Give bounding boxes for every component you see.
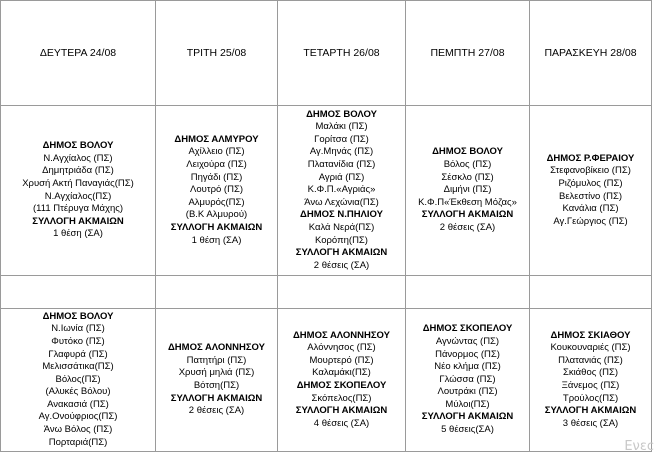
cell-line: 1 θέση (ΣΑ) <box>191 234 242 246</box>
header-row <box>1 1 652 106</box>
cell-line: Δημητριάδα (ΠΣ) <box>42 165 114 177</box>
schedule-cell-wednesday-1 <box>278 106 406 276</box>
cell-heading: ΣΥΛΛΟΓΗ ΑΚΜΑΙΩΝ <box>295 247 388 259</box>
schedule-cell-monday-1 <box>1 106 156 276</box>
cell-line: Κ.Φ.Π«Έκθεση Μόζας» <box>418 196 517 208</box>
cell-heading: ΔΗΜΟΣ ΒΟΛΟΥ <box>42 140 114 152</box>
cell-line: 2 θέσεις (ΣΑ) <box>188 405 245 417</box>
schedule-cell-tuesday-2 <box>156 309 278 452</box>
cell-line: Βόλος (ΠΣ) <box>443 159 492 171</box>
cell-heading: ΔΗΜΟΣ ΑΛΟΝΝΗΣΟΥ <box>167 342 266 354</box>
cell-line: Γορίτσα (ΠΣ) <box>314 133 369 145</box>
cell-heading: ΔΗΜΟΣ ΒΟΛΟΥ <box>432 146 503 158</box>
cell-line: (Αλυκές Βόλου) <box>45 386 111 398</box>
spacer-cell <box>530 276 652 309</box>
cell-line: Κ.Φ.Π.«Αγριάς» <box>307 184 376 196</box>
schedule-cell-thursday-2 <box>406 309 530 452</box>
cell-heading: ΣΥΛΛΟΓΗ ΑΚΜΑΙΩΝ <box>421 209 514 221</box>
spacer-cell <box>406 276 530 309</box>
cell-line: Καλά Νερά(ΠΣ) <box>308 221 375 233</box>
cell-line: Πορταριά(ΠΣ) <box>48 436 108 448</box>
cell-line: Ν.Ιωνία (ΠΣ) <box>51 323 105 335</box>
cell-line: Διμήνι (ΠΣ) <box>443 184 492 196</box>
schedule-cell-thursday-1 <box>406 106 530 276</box>
cell-line: Πηγάδι (ΠΣ) <box>190 171 243 183</box>
cell-line: Κουκουναριές (ΠΣ) <box>550 342 631 354</box>
cell-line: Μαλάκι (ΠΣ) <box>315 121 368 133</box>
day-header-wednesday: ΤΕΤΑΡΤΗ 26/08 <box>278 1 406 106</box>
cell-heading: ΔΗΜΟΣ ΒΟΛΟΥ <box>42 310 114 322</box>
day-header-thursday: ΠΕΜΠΤΗ 27/08 <box>406 1 530 106</box>
cell-line: 3 θέσεις (ΣΑ) <box>562 417 619 429</box>
cell-line: Ν.Αγχίαλος(ΠΣ) <box>44 190 112 202</box>
cell-heading: ΔΗΜΟΣ ΒΟΛΟΥ <box>306 108 377 120</box>
cell-heading: ΣΥΛΛΟΓΗ ΑΚΜΑΙΩΝ <box>295 405 388 417</box>
cell-line: Ανακασιά (ΠΣ) <box>47 398 109 410</box>
spacer-cell <box>156 276 278 309</box>
cell-line: Σκόπελος(ΠΣ) <box>311 392 372 404</box>
cell-heading: ΣΥΛΛΟΓΗ ΑΚΜΑΙΩΝ <box>170 392 263 404</box>
cell-heading: ΔΗΜΟΣ ΑΛΜΥΡΟΥ <box>174 133 259 145</box>
spacer-cell <box>278 276 406 309</box>
schedule-cell-wednesday-2 <box>278 309 406 452</box>
cell-line: Ν.Αγχίαλος (ΠΣ) <box>43 152 113 164</box>
cell-line: Κανάλια (ΠΣ) <box>562 203 619 215</box>
cell-line: Μουρτερό (ΠΣ) <box>309 354 374 366</box>
cell-line: Χρυσή μηλιά (ΠΣ) <box>178 367 255 379</box>
cell-line: Σέσκλο (ΠΣ) <box>441 171 494 183</box>
cell-line: Λουτρό (ΠΣ) <box>190 184 243 196</box>
cell-line: Άνω Βόλος (ΠΣ) <box>43 424 113 436</box>
cell-line: Τρούλος(ΠΣ) <box>562 392 619 404</box>
cell-line: Γλώσσα (ΠΣ) <box>439 373 496 385</box>
cell-line: Αγ.Μηνάς (ΠΣ) <box>309 146 374 158</box>
day-header-tuesday: ΤΡΙΤΗ 25/08 <box>156 1 278 106</box>
cell-heading: ΣΥΛΛΟΓΗ ΑΚΜΑΙΩΝ <box>32 215 124 227</box>
cell-line: Πλατανιάς (ΠΣ) <box>558 354 623 366</box>
cell-line: Μελισσάτικα(ΠΣ) <box>42 361 114 373</box>
week-row-2 <box>1 309 652 452</box>
watermark: Ενεc <box>624 439 654 454</box>
cell-heading: ΔΗΜΟΣ ΣΚΟΠΕΛΟΥ <box>296 380 387 391</box>
cell-line: 5 θέσεις(ΣΑ) <box>441 424 494 436</box>
cell-line: Ξάνεμος (ΠΣ) <box>561 380 620 391</box>
cell-line: Αλόννησος (ΠΣ) <box>307 342 376 354</box>
cell-line: Στεφανοβίκειο (ΠΣ) <box>550 165 631 177</box>
spacer-cell <box>1 276 156 309</box>
cell-line: Αχίλλειο (ΠΣ) <box>188 146 245 158</box>
cell-line: Μύλοι(ΠΣ) <box>445 398 490 410</box>
cell-heading: ΔΗΜΟΣ ΣΚΙΑΘΟΥ <box>550 329 631 341</box>
cell-line: Βόλος(ΠΣ) <box>55 373 101 385</box>
cell-line: 1 θέση (ΣΑ) <box>53 228 103 240</box>
cell-line: Αλμυρός(ΠΣ) <box>188 196 245 208</box>
cell-line: 2 θέσεις (ΣΑ) <box>439 221 496 233</box>
cell-heading: ΣΥΛΛΟΓΗ ΑΚΜΑΙΩΝ <box>544 405 637 417</box>
cell-heading: ΣΥΛΛΟΓΗ ΑΚΜΑΙΩΝ <box>170 221 263 233</box>
cell-line: Ριζόμυλος (ΠΣ) <box>558 177 623 189</box>
schedule-cell-friday-2 <box>530 309 652 452</box>
day-header-friday: ΠΑΡΑΣΚΕΥΗ 28/08 <box>530 1 652 106</box>
cell-line: Σκιάθος (ΠΣ) <box>562 367 619 379</box>
day-header-monday: ΔΕΥΤΕΡΑ 24/08 <box>1 1 156 106</box>
cell-heading: ΔΗΜΟΣ Ρ.ΦΕΡΑΙΟΥ <box>546 152 635 164</box>
schedule-cell-tuesday-1 <box>156 106 278 276</box>
cell-line: Νέο κλήμα (ΠΣ) <box>434 361 501 373</box>
cell-line: Αγνώντας (ΠΣ) <box>435 335 500 347</box>
cell-line: Βότση(ΠΣ) <box>193 380 240 391</box>
cell-line: Λουτράκι (ΠΣ) <box>437 386 498 398</box>
cell-line: Αγριά (ΠΣ) <box>318 171 365 183</box>
cell-heading: ΔΗΜΟΣ ΑΛΟΝΝΗΣΟΥ <box>292 329 391 341</box>
cell-line: Αγ.Ονούφριος(ΠΣ) <box>38 411 118 423</box>
cell-line: (Β.Κ Αλμυρού) <box>185 209 248 221</box>
cell-line: Κορόπη(ΠΣ) <box>315 234 368 246</box>
schedule-cell-friday-1 <box>530 106 652 276</box>
cell-line: Άνω Λεχώνια(ΠΣ) <box>304 196 379 208</box>
cell-line: Καλαμάκι(ΠΣ) <box>312 367 371 379</box>
cell-heading: ΔΗΜΟΣ ΣΚΟΠΕΛΟΥ <box>422 323 513 335</box>
cell-line: Πατητήρι (ΠΣ) <box>186 354 247 366</box>
cell-line: Χρυσή Ακτή Παναγιάς(ΠΣ) <box>22 177 134 189</box>
cell-line: Γλαφυρά (ΠΣ) <box>48 348 108 360</box>
cell-line: Πάνορμος (ΠΣ) <box>435 348 500 360</box>
week-row-1 <box>1 106 652 276</box>
cell-line: Φυτόκο (ΠΣ) <box>51 335 105 347</box>
spacer-row <box>1 276 652 309</box>
cell-line: 2 θέσεις (ΣΑ) <box>313 259 370 271</box>
cell-line: Βελεστίνο (ΠΣ) <box>558 190 623 202</box>
cell-line: Πλατανίδια (ΠΣ) <box>307 159 376 171</box>
cell-heading: ΔΗΜΟΣ Ν.ΠΗΛΙΟΥ <box>300 209 383 221</box>
cell-line: Λειχούρα (ΠΣ) <box>186 159 247 171</box>
cell-line: 4 θέσεις (ΣΑ) <box>313 417 370 429</box>
cell-line: (111 Πτέρυγα Μάχης) <box>33 203 123 215</box>
cell-line: Αγ.Γεώργιος (ΠΣ) <box>553 215 628 227</box>
schedule-cell-monday-2 <box>1 309 156 452</box>
cell-heading: ΣΥΛΛΟΓΗ ΑΚΜΑΙΩΝ <box>421 411 514 423</box>
